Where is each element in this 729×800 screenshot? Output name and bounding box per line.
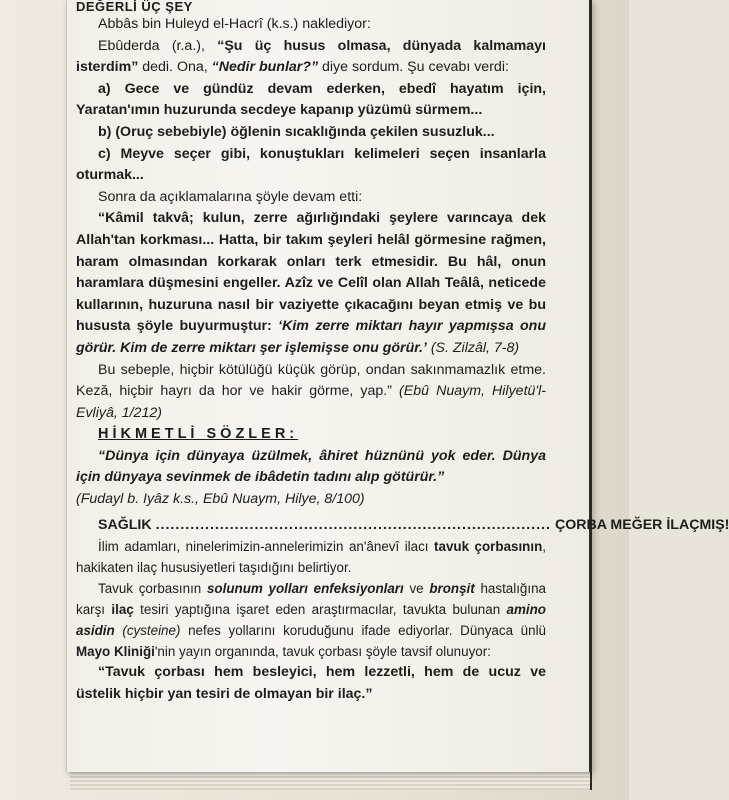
list-item-b: b) (Oruç sebebiyle) öğlenin sıcaklığında çekilen susuzluk... bbox=[98, 123, 495, 140]
highlight: bronşit bbox=[429, 581, 475, 597]
list-item-a: a) Gece ve gündüz devam ederken, ebedî hayatım için, Yaratan'ımın huzurunda secdeye kapanıp yüzümü sürmem... bbox=[76, 80, 546, 119]
text-run: hastalığına karşı bbox=[76, 581, 546, 618]
page-text bbox=[76, 0, 729, 705]
wisdom-source: (Fudayl b. Iyâz k.s., Ebû Nuaym, Hilye, 8/100) bbox=[76, 491, 365, 508]
paragraph-ebuderda bbox=[76, 36, 546, 79]
highlight: amino asidin bbox=[76, 602, 546, 639]
source-reference: (Ebû Nuaym, Hilyetü'l-Evliyâ, 1/212) bbox=[76, 383, 546, 421]
quote-bold-italic: “Nedir bunlar?” bbox=[211, 59, 319, 76]
text-run: “Kâmil takvâ; kulun, zerre ağırlığındaki şeylere varıncaya dek Allah'tan korkması... Hatta, bir takım şeyleri helâl görmesine rağmen, haram olmasından korkarak onları terk etmesidir. Bu hâl, onun haramlara düşmesini engeller. Azîz ve Celîl olan Allah Teâlâ, neticede kullarının, huzuruna nasıl bir vaziyette çıkacağını beyan etmiş ve bu hususta şöyle buyurmuştur: bbox=[76, 210, 546, 335]
text-run: diye sordum. Şu cevabı verdi: bbox=[318, 59, 509, 76]
highlight: ilaç bbox=[111, 602, 134, 618]
text-run: Ebûderda (r.a.), bbox=[98, 37, 218, 54]
verse-reference: (S. Zilzâl, 7-8) bbox=[426, 339, 520, 356]
text-run: tesiri yaptığına işaret eden araştırmacılar, tavukta bulunan bbox=[133, 602, 507, 618]
paragraph-intro: Abbâs bin Huleyd el-Hacrî (k.s.) naklediyor: bbox=[98, 16, 371, 32]
highlight: tavuk çorbasının bbox=[434, 539, 543, 555]
highlight: solunum yolları enfeksiyonları bbox=[206, 581, 404, 597]
highlight: Mayo Kliniği bbox=[76, 644, 155, 660]
paragraph-research bbox=[76, 578, 546, 662]
paragraph-continuation: Sonra da açıklamalarına şöyle devam etti: bbox=[98, 188, 363, 205]
paragraph-scientists bbox=[76, 536, 546, 578]
text-run: İlim adamları, ninelerimizin-annelerimizin an'ânevî ilacı bbox=[98, 539, 435, 555]
paragraph-takva bbox=[76, 208, 546, 359]
highlight: (cysteine) bbox=[114, 623, 181, 639]
health-headline: ÇORBA MEĞER İLAÇMIŞ! bbox=[554, 516, 729, 533]
text-run: dedi. Ona, bbox=[138, 59, 212, 76]
dot-leader: ................................................................................ bbox=[155, 516, 551, 533]
list-item-c: c) Meyve seçer gibi, konuştukları kelimeleri seçen insanlarla oturmak... bbox=[76, 145, 546, 184]
section-title: HİKMETLİ SÖZLER: bbox=[98, 426, 299, 443]
text-run: , hakikaten ilaç hususiyetleri taşıdığını belirtiyor. bbox=[76, 539, 546, 576]
page-heading: DEĞERLİ ÜÇ ŞEY bbox=[76, 0, 193, 14]
text-run: Bu sebeple, hiçbir kötülüğü küçük görüp, ondan sakınmamazlık etme. Keză, hiçbir hayrı da hor ve hakir görme, yap.” bbox=[76, 361, 546, 400]
text-run: 'nin yayın organında, tavuk çorbası şöyle tavsif olunuyor: bbox=[154, 644, 491, 660]
paragraph-sebeple bbox=[76, 360, 546, 425]
text-run: ve bbox=[403, 581, 430, 597]
soup-quote: “Tavuk çorbası hem besleyici, hem lezzetli, hem de ucuz ve üstelik hiçbir yan tesiri de olmayan bir ilaç.” bbox=[76, 664, 546, 702]
quote-bold: “Şu üç husus olmasa, dünyada kalmamayı isterdim” bbox=[76, 37, 546, 76]
text-run: nefes yollarını koruduğunu ifade ediyorlar. Dünyaca ünlü bbox=[180, 623, 546, 639]
wisdom-quote: “Dünya için dünyaya üzülmek, âhiret hüznünü yok eder. Dünya için dünyaya sevinmek de ibâdetin tadını alıp götürür.” bbox=[76, 447, 546, 486]
text-run: Tavuk çorbasının bbox=[98, 581, 207, 597]
health-title-row bbox=[76, 515, 729, 537]
verse-quote: ‘Kim zerre miktarı hayır yapmışsa onu görür. Kim de zerre miktarı şer işlemişse onu görür.’ bbox=[76, 318, 547, 356]
health-label: SAĞLIK bbox=[98, 516, 152, 533]
